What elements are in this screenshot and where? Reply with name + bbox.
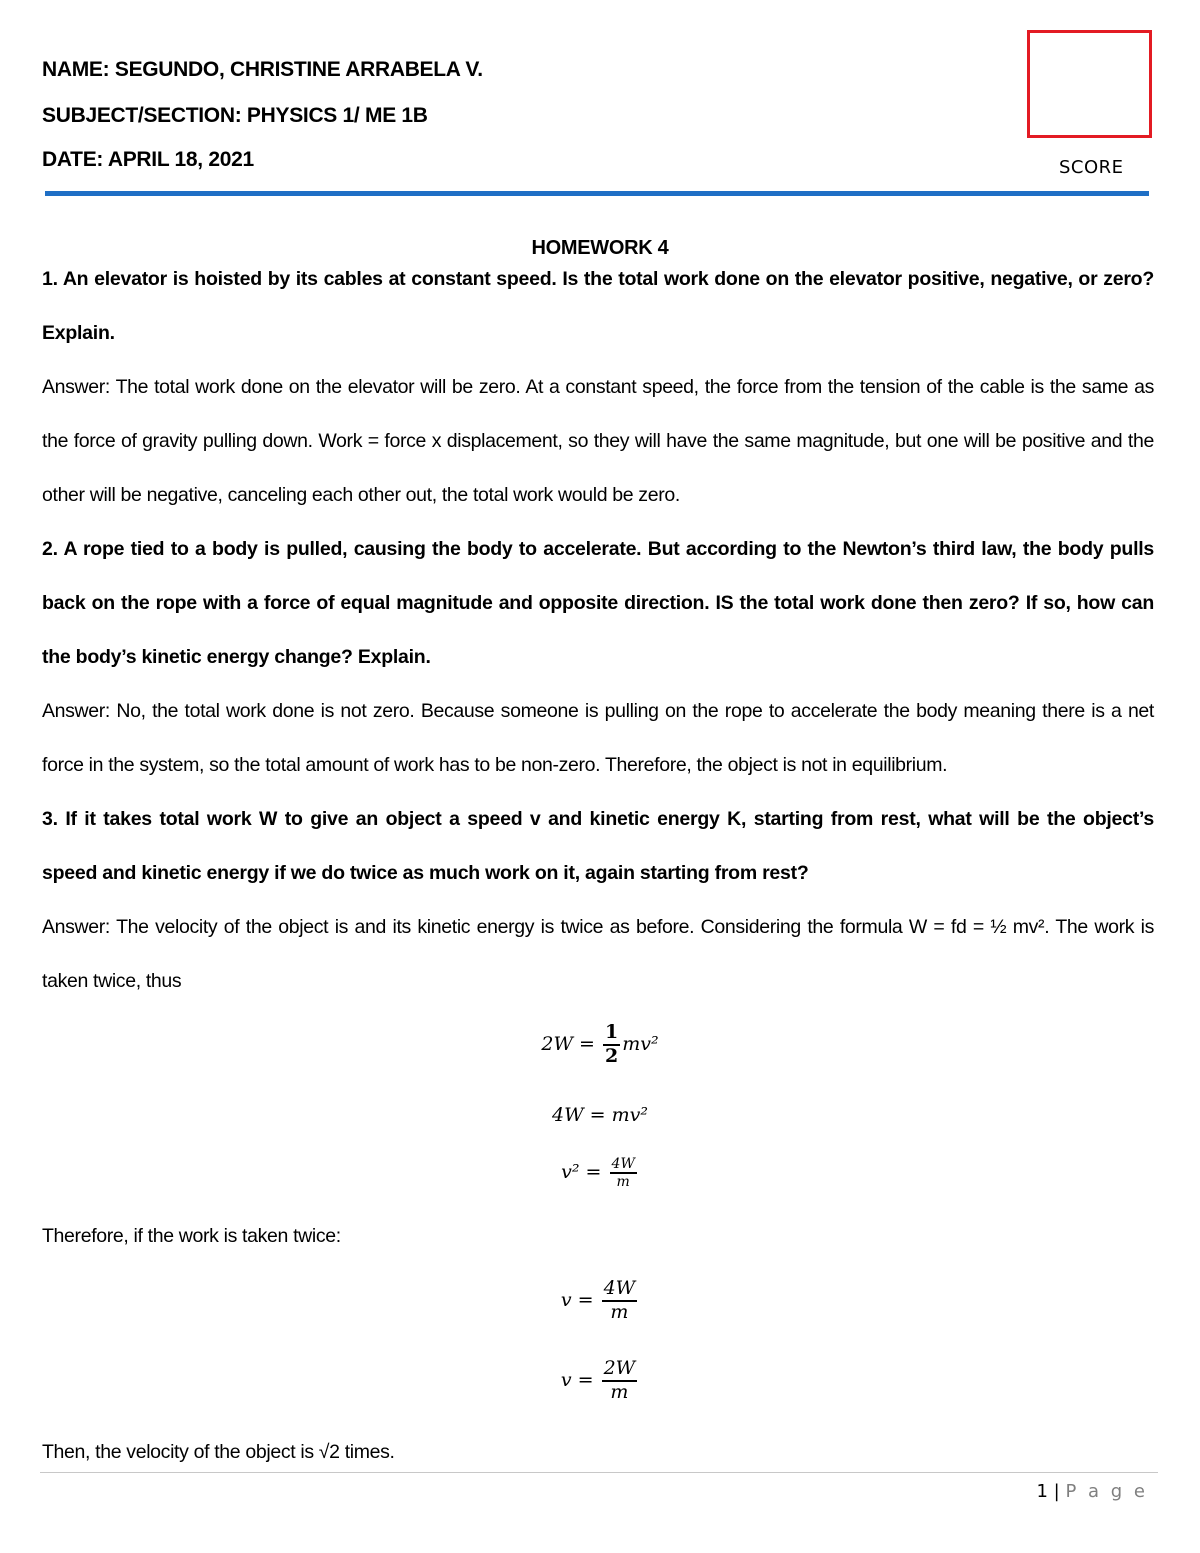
eq5-denominator: m: [610, 1380, 629, 1403]
eq1-numerator: 1: [603, 1022, 620, 1046]
question-2: 2. A rope tied to a body is pulled, causing the body to accelerate. But according to the Newton’s third law, the body pulls back on the rope with a force of equal magnitude and opposite direction. IS the total work done then zero? If so, how can the body’s kinetic energy change? Explain.: [42, 538, 1154, 668]
eq3-denominator: m: [616, 1174, 630, 1191]
date: DATE: APRIL 18, 2021: [42, 148, 254, 171]
question-3: 3. If it takes total work W to give an object a speed v and kinetic energy K, starting from rest, what will be the object’s speed and kinetic energy if we do twice as much work on it, again starting from rest?: [42, 808, 1154, 884]
eq1-left: 2W =: [541, 1032, 595, 1055]
student-name: NAME: SEGUNDO, CHRISTINE ARRABELA V.: [42, 58, 483, 81]
eq3-fraction: [610, 1156, 637, 1190]
score-box: [1027, 30, 1152, 138]
eq4-denominator: m: [610, 1300, 629, 1323]
subject-section: SUBJECT/SECTION: PHYSICS 1/ ME 1B: [42, 104, 428, 127]
homework-title: HOMEWORK 4: [531, 237, 669, 259]
score-label: SCORE: [1059, 157, 1124, 178]
eq4-left: v =: [560, 1288, 594, 1311]
page-number: [1036, 1481, 1148, 1502]
questions-section: [42, 252, 1154, 1008]
eq1-right: mv²: [622, 1032, 659, 1055]
page-separator: |: [1053, 1481, 1060, 1502]
answer-1: Answer: The total work done on the elevator will be zero. At a constant speed, the force from the tension of the cable is the same as the force of gravity pulling down. Work = force x displacement, so they will have the same magnitude, but one will be positive and the other will be negative, canceling each other out, the total work would be zero.: [42, 376, 1154, 506]
eq1-denominator: 2: [605, 1044, 619, 1067]
equation-4: [0, 1278, 1200, 1324]
eq5-left: v =: [560, 1368, 594, 1391]
equation-2: [0, 1104, 1200, 1126]
answer-3: Answer: The velocity of the object is and its kinetic energy is twice as before. Considering the formula W = fd = ½ mv². The work is taken twice, thus: [42, 916, 1154, 992]
eq4-numerator: 4W: [602, 1278, 638, 1302]
page-label: P a g e: [1065, 1481, 1148, 1502]
eq5-fraction: [602, 1358, 638, 1404]
equation-3: [0, 1156, 1200, 1190]
therefore-text: Therefore, if the work is taken twice:: [42, 1225, 341, 1247]
eq2-text: 4W = mv²: [552, 1104, 648, 1126]
eq3-left: v² =: [561, 1161, 602, 1184]
page-number-value: 1: [1036, 1481, 1048, 1502]
equation-5: [0, 1358, 1200, 1404]
question-1: 1. An elevator is hoisted by its cables at constant speed. Is the total work done on the elevator positive, negative, or zero? Explain.: [42, 268, 1154, 344]
conclusion-text: Then, the velocity of the object is √2 times.: [42, 1441, 395, 1463]
eq4-fraction: [602, 1278, 638, 1324]
equation-1: [0, 1022, 1200, 1068]
eq5-numerator: 2W: [602, 1358, 638, 1382]
answer-2: Answer: No, the total work done is not zero. Because someone is pulling on the rope to accelerate the body meaning there is a net force in the system, so the total amount of work has to be non-zero. Therefore, the object is not in equilibrium.: [42, 700, 1154, 776]
footer-divider: [40, 1472, 1158, 1473]
eq3-numerator: 4W: [610, 1156, 637, 1174]
eq1-fraction: [603, 1022, 620, 1068]
header-divider: [45, 191, 1149, 196]
